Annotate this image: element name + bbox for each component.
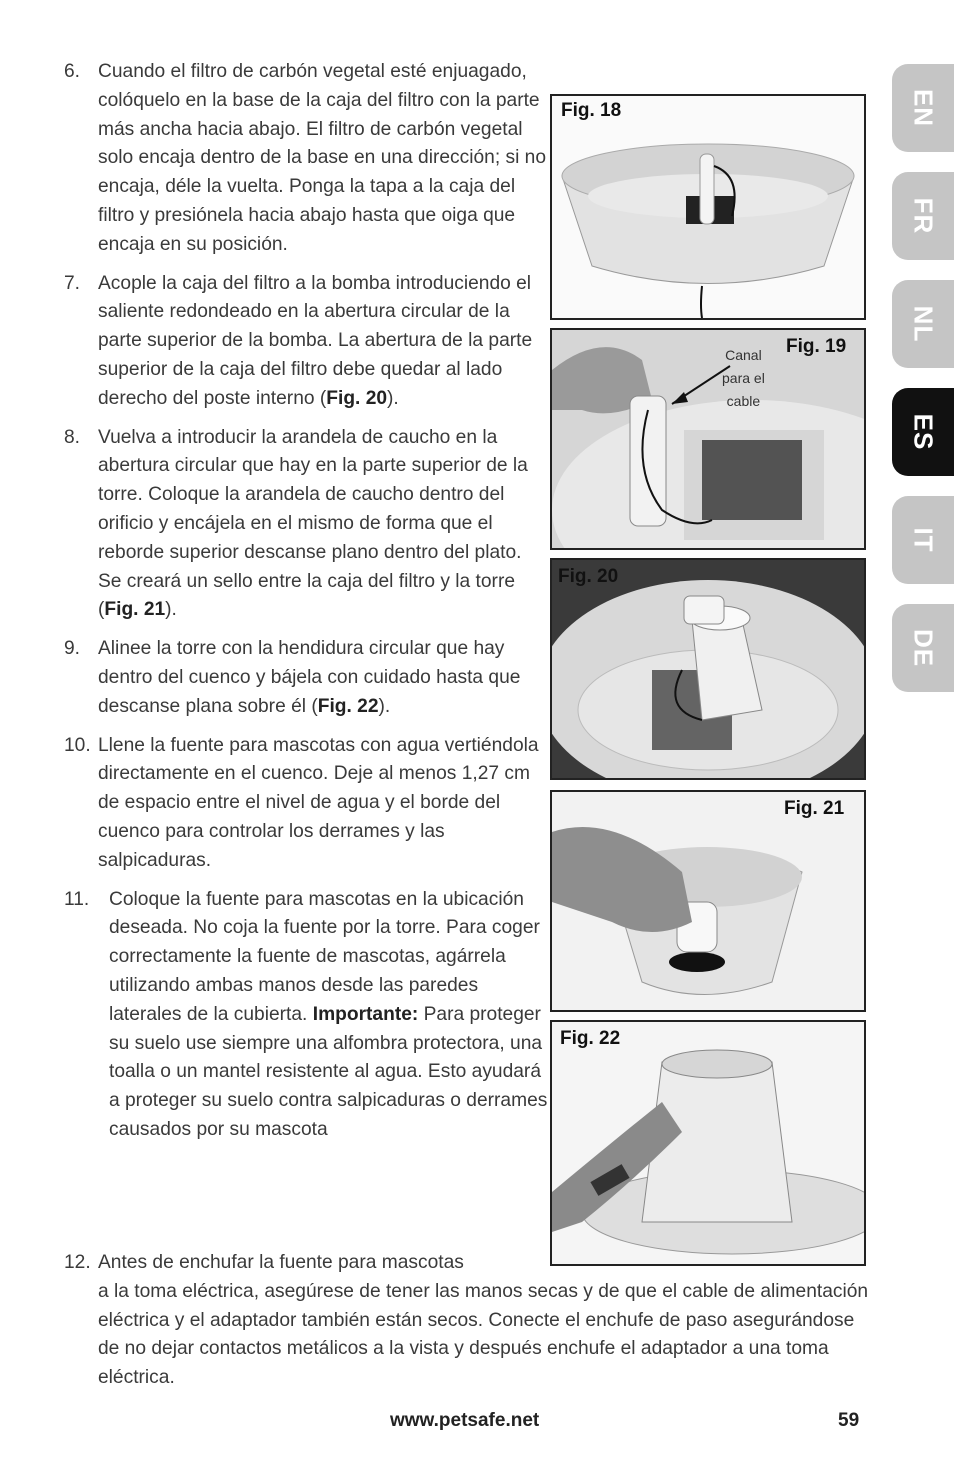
step-text: Llene la fuente para mascotas con agua vertiéndola directamente en el cuenco. Deje al menos 1,27 cm de espacio entre el nivel de agua y el borde del cuenco para controlar los derrames y las salpicaduras. bbox=[98, 734, 539, 871]
tab-de[interactable] bbox=[892, 604, 954, 692]
figure-label: Fig. 18 bbox=[561, 100, 622, 121]
tab-label: ES bbox=[908, 413, 939, 451]
step-12 bbox=[60, 1249, 870, 1393]
callout-line: Canal bbox=[725, 347, 762, 363]
figure-label: Fig. 22 bbox=[560, 1028, 621, 1049]
tab-nl[interactable] bbox=[892, 280, 954, 368]
important-label: Importante: bbox=[312, 1003, 419, 1025]
figure-22 bbox=[550, 1020, 866, 1266]
figure-22-image bbox=[552, 1022, 864, 1264]
figure-reference: Fig. 21 bbox=[104, 599, 166, 621]
figure-20 bbox=[550, 558, 866, 780]
important-text: Para proteger su suelo use siempre una alfombra protectora, una toalla o un mantel resistente al agua. Esto ayudará a proteger su suelo contra salpicaduras o derrames causados por su mascota bbox=[109, 1003, 548, 1140]
page-number: 59 bbox=[838, 1410, 860, 1431]
step-text-end: ). bbox=[378, 695, 391, 717]
figure-20-image bbox=[552, 560, 864, 778]
figure-label: Fig. 21 bbox=[784, 798, 845, 819]
step-text-end: ). bbox=[387, 387, 399, 409]
step-text: Acople la caja del filtro a la bomba introduciendo el saliente redondeado en la abertura circular de la parte superior de la bomba. La abertura de la parte superior de la caja del filtro debe quedar al lado derecho del poste interno ( bbox=[98, 272, 533, 409]
step-number: 7. bbox=[64, 272, 81, 294]
step-number: 12. bbox=[64, 1252, 91, 1273]
cable-channel-callout bbox=[722, 344, 765, 413]
tab-es[interactable] bbox=[892, 388, 954, 476]
figure-reference: Fig. 20 bbox=[326, 387, 388, 409]
step-number: 6. bbox=[64, 61, 81, 82]
tab-it[interactable] bbox=[892, 496, 954, 584]
figure-19 bbox=[550, 328, 866, 550]
tab-en[interactable] bbox=[892, 64, 954, 152]
callout-line: cable bbox=[726, 393, 761, 409]
figure-21-image bbox=[552, 792, 864, 1010]
tab-label: DE bbox=[908, 628, 939, 668]
step-number: 11. bbox=[64, 888, 90, 910]
footer-url[interactable]: www.petsafe.net bbox=[390, 1410, 540, 1431]
tab-label: NL bbox=[908, 305, 939, 343]
step-text: Alinee la torre con la hendidura circular que hay dentro del cuenco y bájela con cuidado hasta que descanse plana sobre él ( bbox=[98, 638, 521, 717]
step-7 bbox=[60, 270, 550, 414]
figure-18-image bbox=[552, 96, 864, 318]
callout-line: para el bbox=[722, 370, 765, 386]
step-number: 8. bbox=[64, 426, 81, 448]
step-text-first-line: Antes de enchufar la fuente para mascotas bbox=[98, 1252, 464, 1273]
figure-reference: Fig. 22 bbox=[317, 695, 379, 717]
tab-label: IT bbox=[908, 527, 939, 553]
figure-label: Fig. 19 bbox=[786, 336, 847, 357]
figure-18 bbox=[550, 94, 866, 320]
step-6 bbox=[60, 58, 550, 260]
step-9 bbox=[60, 635, 550, 721]
figure-21 bbox=[550, 790, 866, 1012]
step-text-end: ). bbox=[165, 599, 177, 621]
instruction-steps bbox=[60, 58, 550, 1155]
step-number: 10. bbox=[64, 734, 91, 756]
step-11 bbox=[60, 886, 550, 1145]
figure-label: Fig. 20 bbox=[558, 566, 619, 587]
step-text: Cuando el filtro de carbón vegetal esté enjuagado, colóquelo en la base de la caja del filtro con la parte más ancha hacia abajo. El filtro de carbón vegetal solo encaja dentro de la base en una dirección; si no encaja, déle la vuelta. Ponga la tapa a la caja del filtro y presiónela hacia abajo hasta que oiga que encaja en su posición. bbox=[98, 61, 547, 255]
step-text: a la toma eléctrica, asegúrese de tener las manos secas y de que el cable de alimentación eléctrica y el adaptador también están secos. Conecte el enchufe de paso asegurándose de no dejar contactos metálicos a la vista y después enchufe el adaptador a una toma eléctrica. bbox=[98, 1280, 869, 1389]
step-8 bbox=[60, 424, 550, 626]
tab-label: EN bbox=[908, 88, 939, 128]
step-number: 9. bbox=[64, 638, 81, 660]
step-text: Vuelva a introducir la arandela de caucho en la abertura circular que hay en la parte superior de la torre. Coloque la arandela de caucho dentro del orificio y encájela en el mismo de forma que el reborde superior descanse plano dentro del plato. Se creará un sello entre la caja del filtro y la torre ( bbox=[98, 426, 528, 621]
tab-fr[interactable] bbox=[892, 172, 954, 260]
step-text: Coloque la fuente para mascotas en la ubicación deseada. No coja la fuente por la torre. Para coger correctamente la fuente de mascotas, agárrela utilizando ambas manos desde las paredes laterales de la cubierta. bbox=[109, 888, 540, 1025]
tab-label: FR bbox=[908, 197, 939, 235]
step-10 bbox=[60, 732, 550, 876]
figure-19-image bbox=[552, 330, 864, 548]
